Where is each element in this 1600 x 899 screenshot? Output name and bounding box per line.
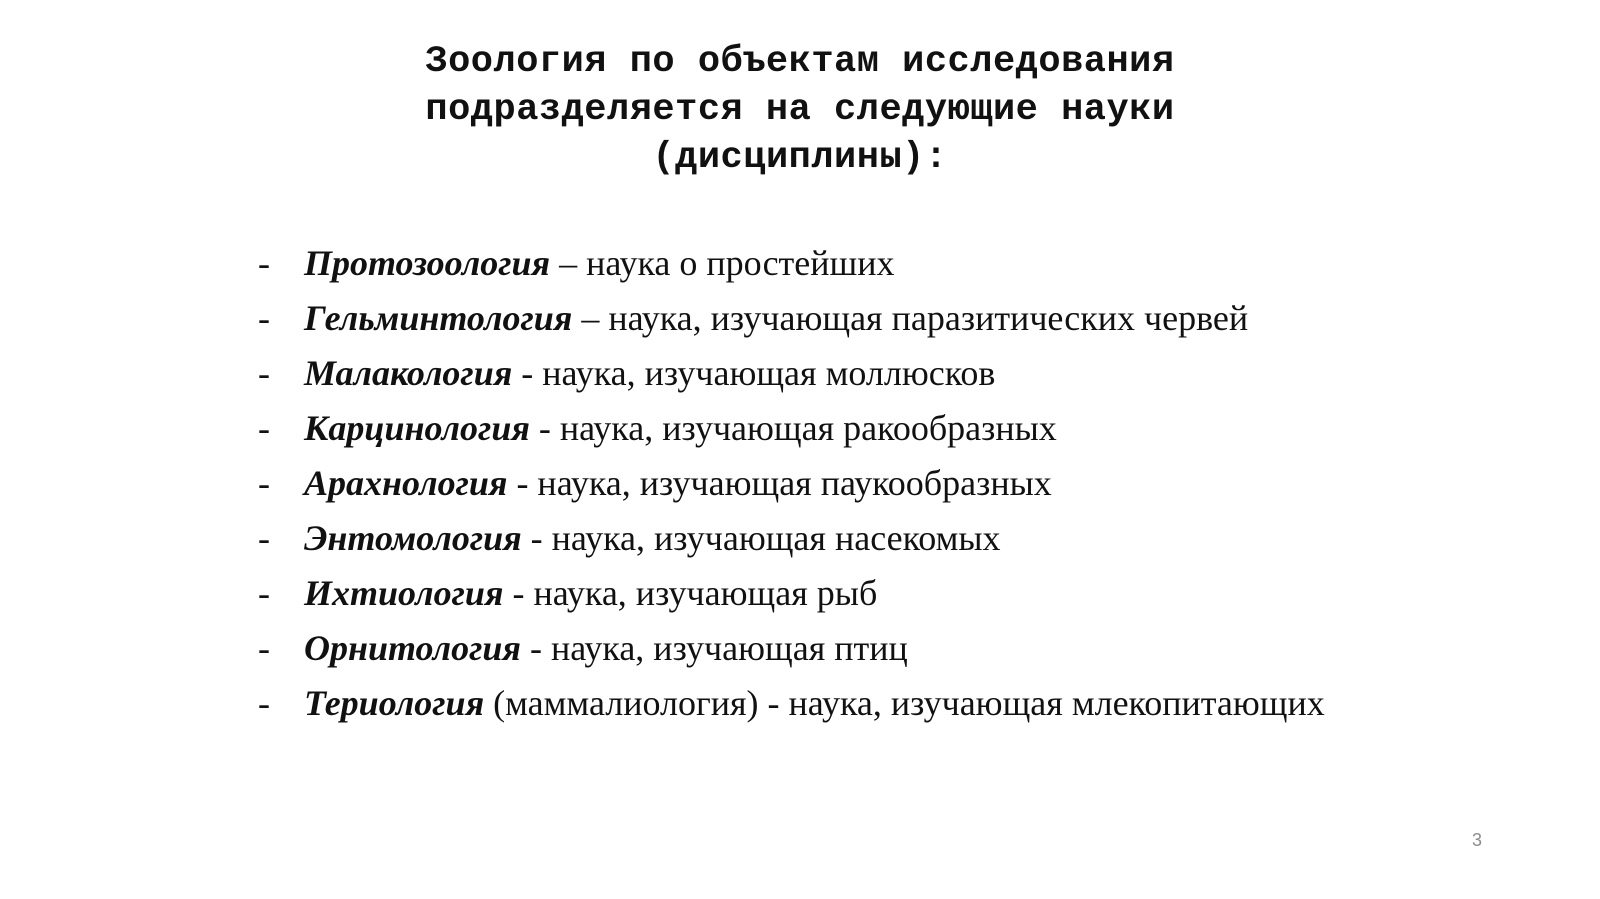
list-item xyxy=(258,625,1342,672)
bullet-dash: - xyxy=(258,628,270,668)
item-term: Энтомология xyxy=(304,518,522,558)
item-definition: - наука, изучающая моллюсков xyxy=(512,353,996,393)
list-item xyxy=(258,240,1342,287)
item-term: Протозоология xyxy=(304,243,551,283)
page-number: 3 xyxy=(1471,830,1482,850)
bullet-dash: - xyxy=(258,298,270,338)
item-definition: - наука, изучающая ракообразных xyxy=(529,408,1057,448)
disciplines-list xyxy=(258,240,1342,735)
item-term: Орнитология xyxy=(304,628,521,668)
list-item xyxy=(258,570,1342,617)
item-term: Териология xyxy=(304,683,485,723)
title-line-3: (дисциплины): xyxy=(652,137,948,179)
list-item xyxy=(258,680,1342,727)
item-definition: - наука, изучающая рыб xyxy=(503,573,878,613)
item-term: Ихтиология xyxy=(304,573,504,613)
bullet-dash: - xyxy=(258,518,270,558)
list-item xyxy=(258,405,1342,452)
title-line-2: подразделяется на следующие науки xyxy=(425,89,1175,131)
item-definition: – наука о простейших xyxy=(550,243,895,283)
item-definition: - наука, изучающая птиц xyxy=(520,628,908,668)
bullet-dash: - xyxy=(258,353,270,393)
item-definition: – наука, изучающая паразитических червей xyxy=(572,298,1249,338)
list-item xyxy=(258,460,1342,507)
item-definition: (маммалиология) - наука, изучающая млекопитающих xyxy=(484,683,1325,723)
list-item xyxy=(258,515,1342,562)
item-term: Карцинология xyxy=(304,408,530,448)
bullet-dash: - xyxy=(258,243,270,283)
item-term: Гельминтология xyxy=(304,298,573,338)
bullet-dash: - xyxy=(258,683,270,723)
bullet-dash: - xyxy=(258,573,270,613)
item-definition: - наука, изучающая насекомых xyxy=(521,518,1001,558)
bullet-dash: - xyxy=(258,408,270,448)
item-term: Арахнология xyxy=(304,463,508,503)
slide-title xyxy=(300,38,1300,182)
item-definition: - наука, изучающая паукообразных xyxy=(507,463,1052,503)
list-item xyxy=(258,350,1342,397)
title-line-1: Зоология по объектам исследования xyxy=(425,41,1175,83)
item-term: Малакология xyxy=(304,353,513,393)
list-item xyxy=(258,295,1342,342)
bullet-dash: - xyxy=(258,463,270,503)
